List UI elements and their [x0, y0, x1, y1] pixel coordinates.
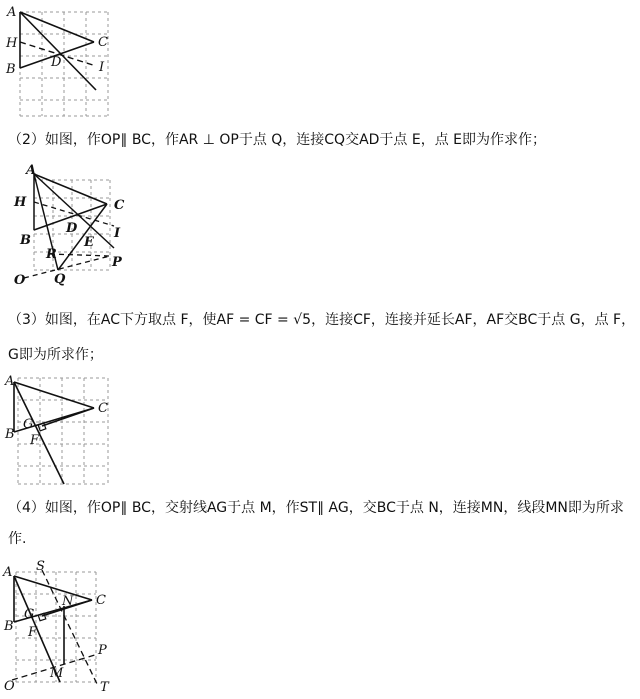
step-4-line-1: （4）如图，作OP∥ BC，交射线AG于点 M，作ST∥ AG，交BC于点 N，连接MN，线段MN即为所求: [8, 500, 624, 516]
label-N: N: [62, 594, 74, 609]
label-P: P: [98, 643, 107, 658]
step-3-line-1: （3）如图，在AC下方取点 F，使AF = CF = √5，连接CF，连接并延长AF，AF交BC于点 G，点 F，: [8, 312, 636, 328]
label-M: M: [50, 666, 64, 681]
label-G: G: [24, 607, 35, 622]
label-F: F: [30, 433, 40, 448]
label-H: H: [14, 195, 27, 210]
label-O: O: [4, 679, 15, 694]
label-D: D: [66, 221, 78, 236]
label-C: C: [98, 35, 108, 50]
label-C: C: [98, 401, 108, 416]
label-B: B: [6, 62, 16, 77]
label-I: I: [99, 60, 105, 75]
figure-2: [10, 160, 134, 288]
label-A: A: [3, 565, 13, 580]
figure-1: [4, 4, 116, 120]
step-2-text: （2）如图，作OP∥ BC，作AR ⊥ OP于点 Q，连接CQ交AD于点 E，点 E即为作求作；: [8, 132, 547, 148]
figure-1-svg: [4, 4, 116, 120]
label-B: B: [20, 233, 31, 248]
segment-RP-dashed: [50, 254, 110, 256]
segment-AC: [34, 174, 107, 204]
label-P: P: [112, 255, 122, 270]
right-angle-mark: [38, 613, 46, 621]
right-angle-mark: [38, 423, 46, 431]
label-I: I: [114, 226, 121, 241]
label-B: B: [5, 427, 15, 442]
label-D: D: [51, 55, 62, 70]
label-G: G: [23, 417, 34, 432]
label-C: C: [96, 593, 106, 608]
label-Q: Q: [54, 272, 66, 287]
label-F: F: [28, 625, 38, 640]
label-S: S: [36, 559, 45, 574]
figure-4: [2, 556, 120, 696]
segment-OP-dashed: [24, 256, 110, 278]
step-3-line-2: G即为所求作；: [8, 347, 103, 363]
segment-CF: [42, 408, 94, 426]
label-B: B: [4, 619, 14, 634]
step-4-line-2: 作.: [8, 531, 27, 547]
figure-4-svg: [2, 556, 120, 696]
figure-3-svg: [4, 370, 116, 486]
label-R: R: [46, 247, 57, 262]
segment-CQ: [58, 204, 107, 270]
label-E: E: [84, 235, 94, 250]
figure-2-svg: [10, 160, 134, 288]
label-A: A: [7, 5, 17, 20]
label-A: A: [5, 374, 15, 389]
segment-AC: [14, 576, 92, 600]
label-A: A: [26, 163, 37, 178]
figure-3: [4, 370, 116, 486]
label-T: T: [100, 680, 109, 695]
label-O: O: [14, 273, 26, 288]
label-C: C: [114, 198, 125, 213]
segment-AC: [20, 12, 94, 42]
segment-AC: [14, 382, 94, 408]
label-H: H: [6, 36, 18, 51]
